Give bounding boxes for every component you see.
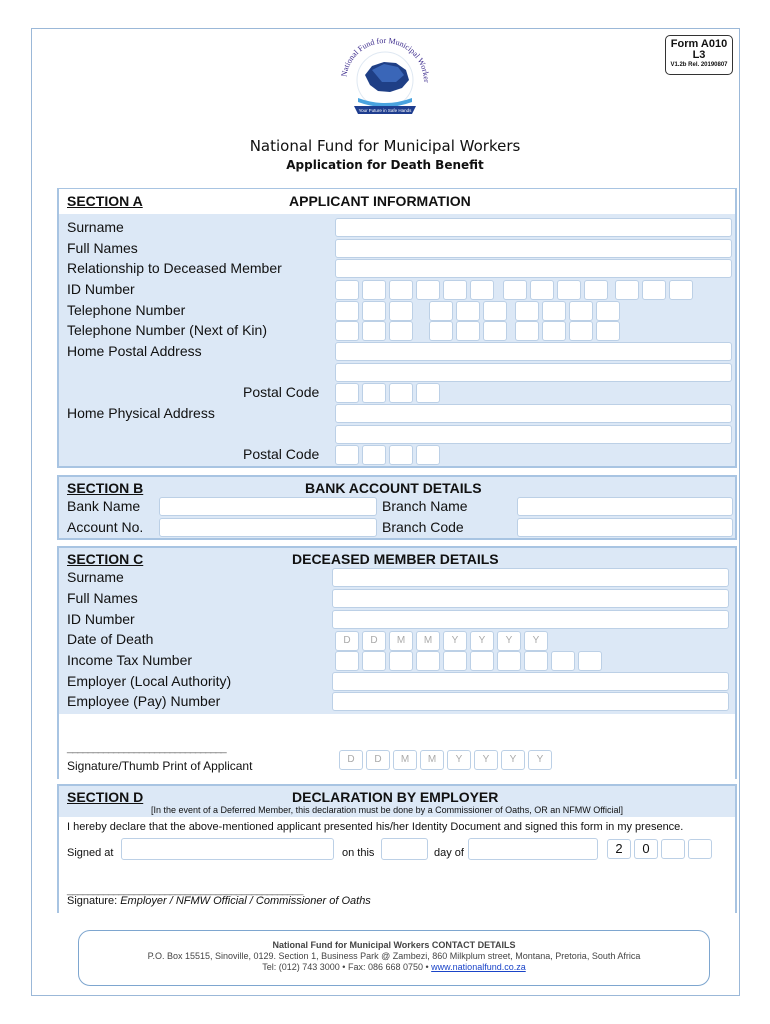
income-tax-cell[interactable] [470,651,494,671]
section-a [57,188,737,468]
employee-number-input[interactable] [332,692,729,711]
date-of-death-cell[interactable]: Y [524,631,548,651]
form-code-version: V1.2b Rel. 20190807 [670,62,728,68]
year-cell[interactable]: 2 [607,839,631,859]
telephone-cell[interactable] [542,301,566,321]
home-postal-address-line1[interactable] [335,342,732,361]
id-number-cell[interactable] [335,280,359,300]
income-tax-cell[interactable] [524,651,548,671]
branch-code-input[interactable] [517,518,733,537]
year-cell[interactable] [688,839,712,859]
form-code-level: L3 [692,49,706,61]
contact-phone-line [79,962,709,973]
logo-ribbon-text: Your Future in Safe Hands [358,108,412,113]
home-physical-address-line1[interactable] [335,404,732,423]
id-number-cell[interactable] [642,280,666,300]
label-deceased-id: ID Number [67,611,135,627]
label-telephone: Telephone Number [67,302,186,318]
section-b-title: BANK ACCOUNT DETAILS [305,480,482,496]
applicant-signature-label: Signature/Thumb Print of Applicant [67,759,253,773]
section-b-label: SECTION B [67,480,144,496]
income-tax-cell[interactable] [443,651,467,671]
id-number-cell[interactable] [615,280,639,300]
section-b [57,475,737,540]
postal-code-cell[interactable] [389,445,413,465]
id-number-cell[interactable] [557,280,581,300]
telephone-kin-cell[interactable] [569,321,593,341]
year-cell[interactable]: 0 [634,839,658,859]
label-bank-name: Bank Name [67,498,141,514]
postal-code-cell[interactable] [362,383,386,403]
income-tax-cell[interactable] [578,651,602,671]
postal-code-cell[interactable] [335,383,359,403]
day-input[interactable] [381,838,428,860]
form-code-box [665,35,733,75]
label-id-number: ID Number [67,281,135,297]
deceased-full-names-input[interactable] [332,589,729,608]
signature-date-cell[interactable]: Y [447,750,471,770]
month-input[interactable] [468,838,598,860]
section-c-title: DECEASED MEMBER DETAILS [292,551,499,567]
id-number-cell[interactable] [470,280,494,300]
telephone-cell[interactable] [515,301,539,321]
label-on-this: on this [342,847,375,859]
telephone-kin-cell[interactable] [515,321,539,341]
telephone-cell[interactable] [456,301,480,321]
label-home-postal: Home Postal Address [67,343,202,359]
label-postal-code-1: Postal Code [243,384,320,400]
label-postal-code-2: Postal Code [243,446,320,462]
id-number-cell[interactable] [416,280,440,300]
section-c [57,546,737,779]
date-of-death-cell[interactable]: M [389,631,413,651]
logo-arc-text: National Fund for Municipal Worker [339,35,432,83]
relationship-input[interactable] [335,259,732,278]
id-number-cell[interactable] [530,280,554,300]
label-deceased-full-names: Full Names [67,590,138,606]
telephone-cell[interactable] [389,301,413,321]
id-number-cell[interactable] [669,280,693,300]
contact-heading: National Fund for Municipal Workers CONTACT DETAILS [272,940,516,950]
label-relationship: Relationship to Deceased Member [67,260,282,276]
section-c-label: SECTION C [67,551,144,567]
telephone-kin-cell[interactable] [483,321,507,341]
label-day-of: day of [434,847,464,859]
income-tax-cell[interactable] [551,651,575,671]
income-tax-cell[interactable] [389,651,413,671]
telephone-kin-cell[interactable] [542,321,566,341]
nfmw-logo [332,30,438,124]
income-tax-cell[interactable] [416,651,440,671]
contact-details-box [78,930,710,986]
telephone-kin-cell[interactable] [456,321,480,341]
section-d-title: DECLARATION BY EMPLOYER [292,789,499,805]
signature-date-cell[interactable]: M [393,750,417,770]
deceased-id-input[interactable] [332,610,729,629]
deceased-surname-input[interactable] [332,568,729,587]
date-of-death-cell[interactable]: D [335,631,359,651]
telephone-cell[interactable] [596,301,620,321]
label-surname: Surname [67,219,124,235]
date-of-death-cell[interactable]: M [416,631,440,651]
postal-code-cell[interactable] [389,383,413,403]
branch-name-input[interactable] [517,497,733,516]
id-number-cell[interactable] [362,280,386,300]
declaration-text: I hereby declare that the above-mentioned applicant presented his/her Identity Document and signed this form in my presence. [67,821,684,833]
form-code-title: Form A010 [670,38,728,50]
employer-signature-roles: Employer / NFMW Official / Commissioner of Oaths [120,895,371,907]
label-account-no: Account No. [67,519,144,535]
postal-code-cell[interactable] [335,445,359,465]
signed-at-input[interactable] [121,838,334,860]
contact-phone-fax: Tel: (012) 743 3000 • Fax: 086 668 0750 • [262,962,432,972]
telephone-cell[interactable] [335,301,359,321]
section-d-label: SECTION D [67,789,144,805]
signature-date-cell[interactable]: Y [528,750,552,770]
contact-address: P.O. Box 15515, Sinoville, 0129. Section 1, Business Park @ Zambezi, 860 Milkplum street, Montana, Pretoria, South Africa [147,951,641,961]
label-home-physical: Home Physical Address [67,405,215,421]
bank-name-input[interactable] [159,497,377,516]
year-cell[interactable] [661,839,685,859]
label-employee-number: Employee (Pay) Number [67,693,221,709]
label-income-tax: Income Tax Number [67,652,193,668]
employer-input[interactable] [332,672,729,691]
telephone-kin-cell[interactable] [429,321,453,341]
section-d [57,784,737,913]
section-a-title: APPLICANT INFORMATION [289,193,471,209]
label-date-of-death: Date of Death [67,631,154,647]
telephone-kin-cell[interactable] [362,321,386,341]
label-full-names: Full Names [67,240,138,256]
postal-code-cell[interactable] [416,383,440,403]
website-link[interactable]: www.nationalfund.co.za [431,962,526,972]
date-of-death-cell[interactable]: D [362,631,386,651]
signature-date-cell[interactable]: Y [501,750,525,770]
signature-date-cell[interactable]: D [339,750,363,770]
page-subtitle: Application for Death Benefit [286,158,484,172]
income-tax-cell[interactable] [362,651,386,671]
id-number-cell[interactable] [584,280,608,300]
employer-signature-prefix: Signature: [67,895,121,907]
home-physical-address-line2[interactable] [335,425,732,444]
label-signed-at: Signed at [67,847,114,859]
postal-code-cell[interactable] [416,445,440,465]
id-number-cell[interactable] [389,280,413,300]
label-branch-code: Branch Code [382,519,464,535]
label-telephone-kin: Telephone Number (Next of Kin) [67,322,267,338]
telephone-kin-cell[interactable] [335,321,359,341]
telephone-cell[interactable] [429,301,453,321]
section-d-note: [In the event of a Deferred Member, this declaration must be done by a Commissioner of Oaths, OR an NFMW Official] [151,805,624,815]
employer-signature-line: ______________________________________________ [67,884,303,896]
label-employer: Employer (Local Authority) [67,673,232,689]
date-of-death-cell[interactable]: Y [443,631,467,651]
id-number-cell[interactable] [503,280,527,300]
telephone-kin-cell[interactable] [389,321,413,341]
section-a-label: SECTION A [67,193,143,209]
date-of-death-cell[interactable]: Y [497,631,521,651]
signature-date-cell[interactable]: D [366,750,390,770]
id-number-cell[interactable] [443,280,467,300]
income-tax-cell[interactable] [497,651,521,671]
signature-date-cell[interactable]: Y [474,750,498,770]
income-tax-cell[interactable] [335,651,359,671]
postal-code-cell[interactable] [362,445,386,465]
applicant-surname-input[interactable] [335,218,732,237]
home-postal-address-line2[interactable] [335,363,732,382]
applicant-signature-line: _______________________________ [67,742,226,754]
label-deceased-surname: Surname [67,569,124,585]
signature-date-cell[interactable]: M [420,750,444,770]
employer-signature-label [67,895,371,907]
date-of-death-cell[interactable]: Y [470,631,494,651]
label-branch-name: Branch Name [382,498,468,514]
applicant-full-names-input[interactable] [335,239,732,258]
telephone-kin-cell[interactable] [596,321,620,341]
telephone-cell[interactable] [362,301,386,321]
page-title: National Fund for Municipal Workers [249,137,521,155]
telephone-cell[interactable] [483,301,507,321]
telephone-cell[interactable] [569,301,593,321]
account-no-input[interactable] [159,518,377,537]
